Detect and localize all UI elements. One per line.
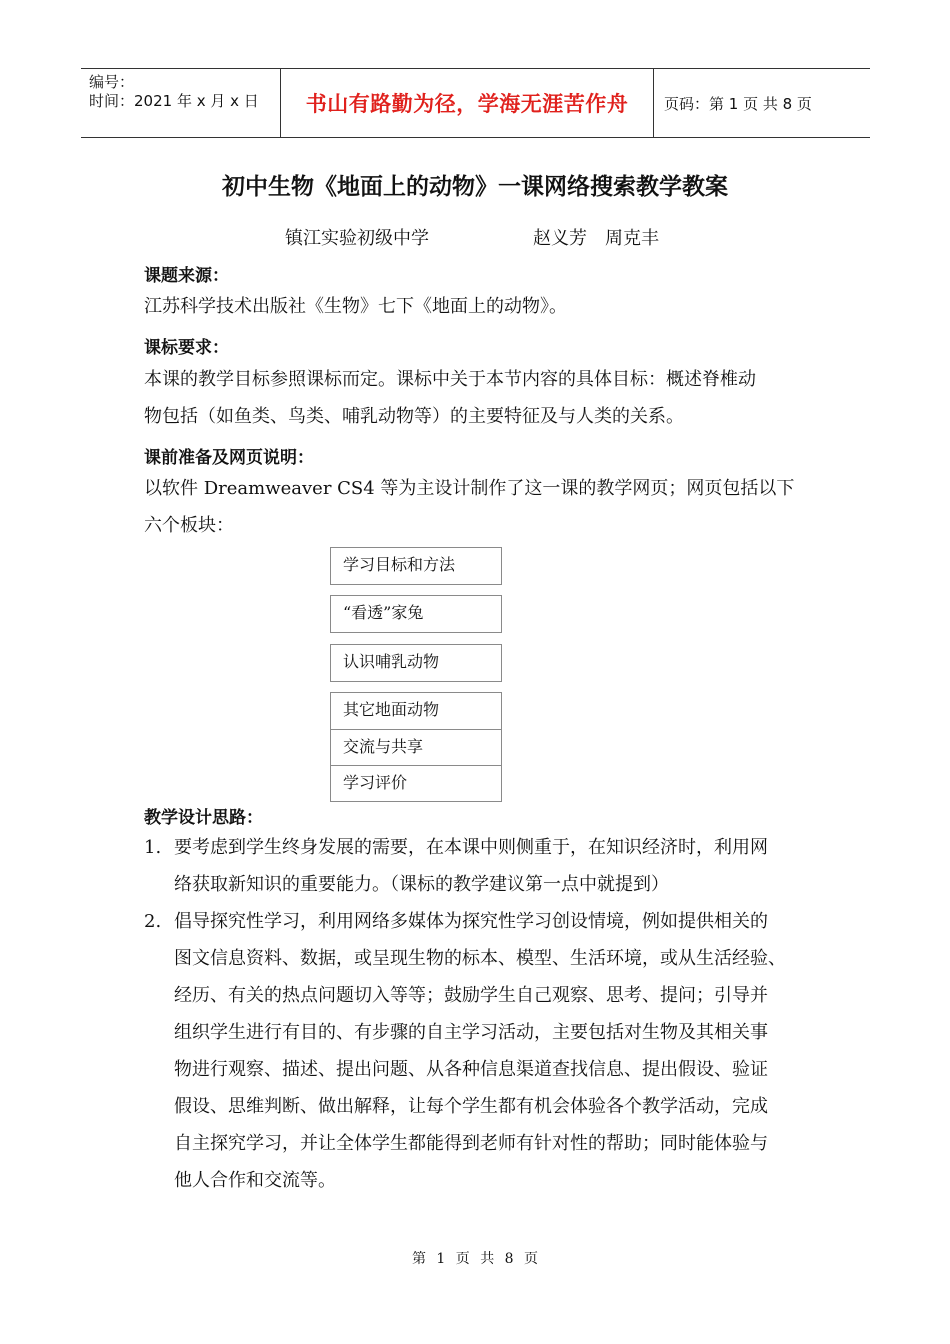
- prep-line: 六个板块：: [144, 515, 234, 536]
- source-text: 江苏科学技术出版社《生物》七下《地面上的动物》。: [144, 296, 567, 317]
- module-item: 交流与共享: [331, 729, 501, 765]
- prep-line: 以软件 Dreamweaver CS4 等为主设计制作了这一课的教学网页；网页包括以下: [144, 478, 795, 499]
- header-time: 时间：2021 年 x 月 x 日: [89, 92, 259, 110]
- list-line: 物进行观察、描述、提出问题、从各种信息渠道查找信息、提出假设、验证: [174, 1059, 768, 1080]
- footer-page-unit: 页: [455, 1251, 470, 1267]
- source-heading: 课题来源：: [144, 266, 229, 286]
- module-item: 认识哺乳动物: [343, 652, 440, 671]
- list-line: 组织学生进行有目的、有步骤的自主学习活动，主要包括对生物及其相关事: [174, 1022, 768, 1043]
- footer-total-number: 8: [504, 1251, 514, 1267]
- list-line: 图文信息资料、数据，或呈现生物的标本、模型、生活环境，或从生活经验、: [174, 948, 786, 969]
- school-name: 镇江实验初级中学: [285, 228, 429, 249]
- document-title: 初中生物《地面上的动物》一课网络搜索教学教案: [222, 174, 728, 200]
- standard-line: 物包括（如鱼类、鸟类、哺乳动物等）的主要特征及与人类的关系。: [144, 406, 684, 427]
- header-meta: [81, 69, 281, 137]
- footer-total-unit: 页: [524, 1251, 539, 1267]
- list-number: 1.: [144, 837, 162, 858]
- author-names: 赵义芳 周克丰: [533, 228, 659, 249]
- list-line: 要考虑到学生终身发展的需要，在本课中则侧重于，在知识经济时，利用网: [174, 837, 768, 858]
- prep-heading: 课前准备及网页说明：: [144, 448, 314, 468]
- design-heading: 教学设计思路：: [144, 808, 263, 828]
- module-item: “看透”家兔: [343, 603, 424, 622]
- list-line: 自主探究学习，并让全体学生都能得到老师有针对性的帮助；同时能体验与: [174, 1133, 768, 1154]
- standard-line: 本课的教学目标参照课标而定。课标中关于本节内容的具体目标：概述脊椎动: [144, 369, 756, 390]
- page-footer: [0, 1248, 950, 1268]
- module-box: [330, 644, 502, 682]
- module-item: 学习评价: [331, 765, 501, 801]
- header-motto: 书山有路勤为径，学海无涯苦作舟: [281, 69, 654, 137]
- module-box: [330, 547, 502, 585]
- list-line: 他人合作和交流等。: [174, 1170, 336, 1191]
- list-line: 倡导探究性学习，利用网络多媒体为探究性学习创设情境，例如提供相关的: [174, 911, 768, 932]
- footer-total-word: 共: [480, 1251, 495, 1267]
- list-line: 络获取新知识的重要能力。（课标的教学建议第一点中就提到）: [174, 874, 669, 895]
- module-item: 学习目标和方法: [343, 555, 456, 574]
- footer-page-number: 1: [436, 1251, 446, 1267]
- module-item: 其它地面动物: [343, 700, 440, 719]
- standard-heading: 课标要求：: [144, 338, 229, 358]
- list-line: 假设、思维判断、做出解释，让每个学生都有机会体验各个教学活动，完成: [174, 1096, 768, 1117]
- module-box-group: [330, 692, 502, 802]
- module-box: [330, 595, 502, 633]
- header-page-info: 页码：第 1 页 共 8 页: [664, 94, 812, 113]
- list-number: 2.: [144, 911, 162, 932]
- header-number: 编号：: [89, 73, 135, 91]
- page-header: [81, 68, 870, 138]
- footer-page-word: 第: [411, 1251, 426, 1267]
- list-line: 经历、有关的热点问题切入等等；鼓励学生自己观察、思考、提问；引导并: [174, 985, 768, 1006]
